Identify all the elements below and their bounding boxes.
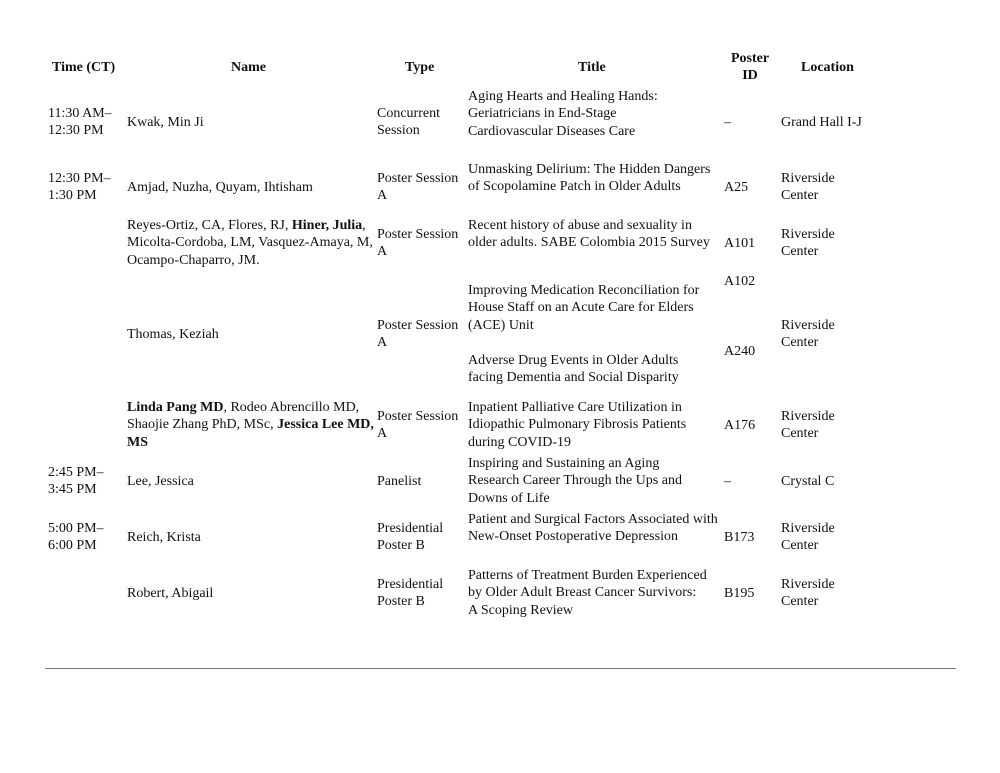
row-5-location: Riverside Center	[781, 409, 835, 442]
row-4-name: Thomas, Keziah	[127, 327, 219, 342]
row-3-name	[127, 217, 375, 269]
row-7-poster-id: B173	[724, 530, 755, 545]
row-5-name	[127, 399, 375, 451]
row-7-location: Riverside Center	[781, 521, 835, 554]
row-4-title-1: Improving Medication Reconciliation for House Staff on an Acute Care for Elders (ACE) Unit	[468, 283, 700, 333]
row-2-poster-id: A25	[724, 180, 749, 195]
row-2-time: 12:30 PM–1:30 PM	[48, 171, 111, 204]
row-3-poster-id: A101	[724, 236, 756, 251]
row-5-name-highlight-1: Linda Pang MD	[127, 400, 224, 415]
row-2-location: Riverside Center	[781, 171, 835, 204]
row-3-name-part-3: , Micolta-Cordoba, LM, Vasquez-Amaya, M, Ocampo-Chaparro, JM.	[127, 218, 373, 268]
row-5-title: Inpatient Palliative Care Utilization in Idiopathic Pulmonary Fibrosis Patients during COVID-19	[468, 400, 687, 450]
footer-divider	[45, 668, 956, 669]
row-8-name: Robert, Abigail	[127, 586, 214, 601]
row-1-title: Aging Hearts and Healing Hands: Geriatricians in End-Stage Cardiovascular Diseases Care	[468, 89, 658, 139]
row-6-title: Inspiring and Sustaining an Aging Research Career Through the Ups and Downs of Life	[468, 456, 682, 506]
row-4-title-2: Adverse Drug Events in Older Adults facing Dementia and Social Disparity	[468, 353, 679, 386]
row-5-poster-id: A176	[724, 418, 756, 433]
row-5-name-part-2: , Rodeo Abrencillo MD, Shaojie Zhang PhD, MSc,	[127, 400, 360, 433]
header-title: Title	[578, 60, 606, 75]
row-3-name-highlight: Hiner, Julia	[291, 218, 363, 233]
row-4-type: Poster Session A	[377, 318, 459, 351]
header-time: Time (CT)	[52, 60, 116, 75]
header-poster-id: Poster ID	[730, 51, 770, 83]
row-5-type: Poster Session A	[377, 409, 459, 442]
row-2-type: Poster Session A	[377, 171, 459, 204]
row-8-location: Riverside Center	[781, 577, 835, 610]
row-8-title: Patterns of Treatment Burden Experienced by Older Adult Breast Cancer Survivors: A Scoping Review	[468, 568, 707, 618]
row-4-poster-id-2: A240	[724, 344, 756, 359]
row-6-type: Panelist	[377, 474, 422, 489]
row-2-title: Unmasking Delirium: The Hidden Dangers of Scopolamine Patch in Older Adults	[468, 162, 711, 195]
header-name: Name	[231, 60, 266, 75]
row-3-type: Poster Session A	[377, 227, 459, 260]
row-6-location: Crystal C	[781, 474, 835, 489]
row-2-name: Amjad, Nuzha, Quyam, Ihtisham	[127, 180, 313, 195]
row-1-time: 11:30 AM–12:30 PM	[48, 106, 112, 139]
row-5-name-highlight-2: Jessica Lee MD, MS	[127, 417, 374, 450]
row-6-poster-id: –	[724, 474, 731, 489]
header-type: Type	[405, 60, 435, 75]
row-1-name: Kwak, Min Ji	[127, 115, 204, 130]
row-7-title: Patient and Surgical Factors Associated with New-Onset Postoperative Depression	[468, 512, 718, 545]
row-6-name: Lee, Jessica	[127, 474, 194, 489]
row-3-title: Recent history of abuse and sexuality in older adults. SABE Colombia 2015 Survey	[468, 218, 710, 251]
row-4-location: Riverside Center	[781, 318, 835, 351]
row-4-poster-id-1: A102	[724, 274, 756, 289]
row-1-location: Grand Hall I-J	[781, 115, 862, 130]
row-7-name: Reich, Krista	[127, 530, 201, 545]
row-7-type: Presidential Poster B	[377, 521, 444, 554]
row-3-location: Riverside Center	[781, 227, 835, 260]
header-location: Location	[801, 60, 854, 75]
row-7-time: 5:00 PM–6:00 PM	[48, 521, 104, 554]
row-8-poster-id: B195	[724, 586, 755, 601]
row-6-time: 2:45 PM–3:45 PM	[48, 465, 104, 498]
row-8-type: Presidential Poster B	[377, 577, 444, 610]
row-1-type: Concurrent Session	[377, 106, 440, 139]
row-1-poster-id: –	[724, 115, 731, 130]
row-3-name-part-1: Reyes-Ortiz, CA, Flores, RJ,	[127, 218, 292, 233]
